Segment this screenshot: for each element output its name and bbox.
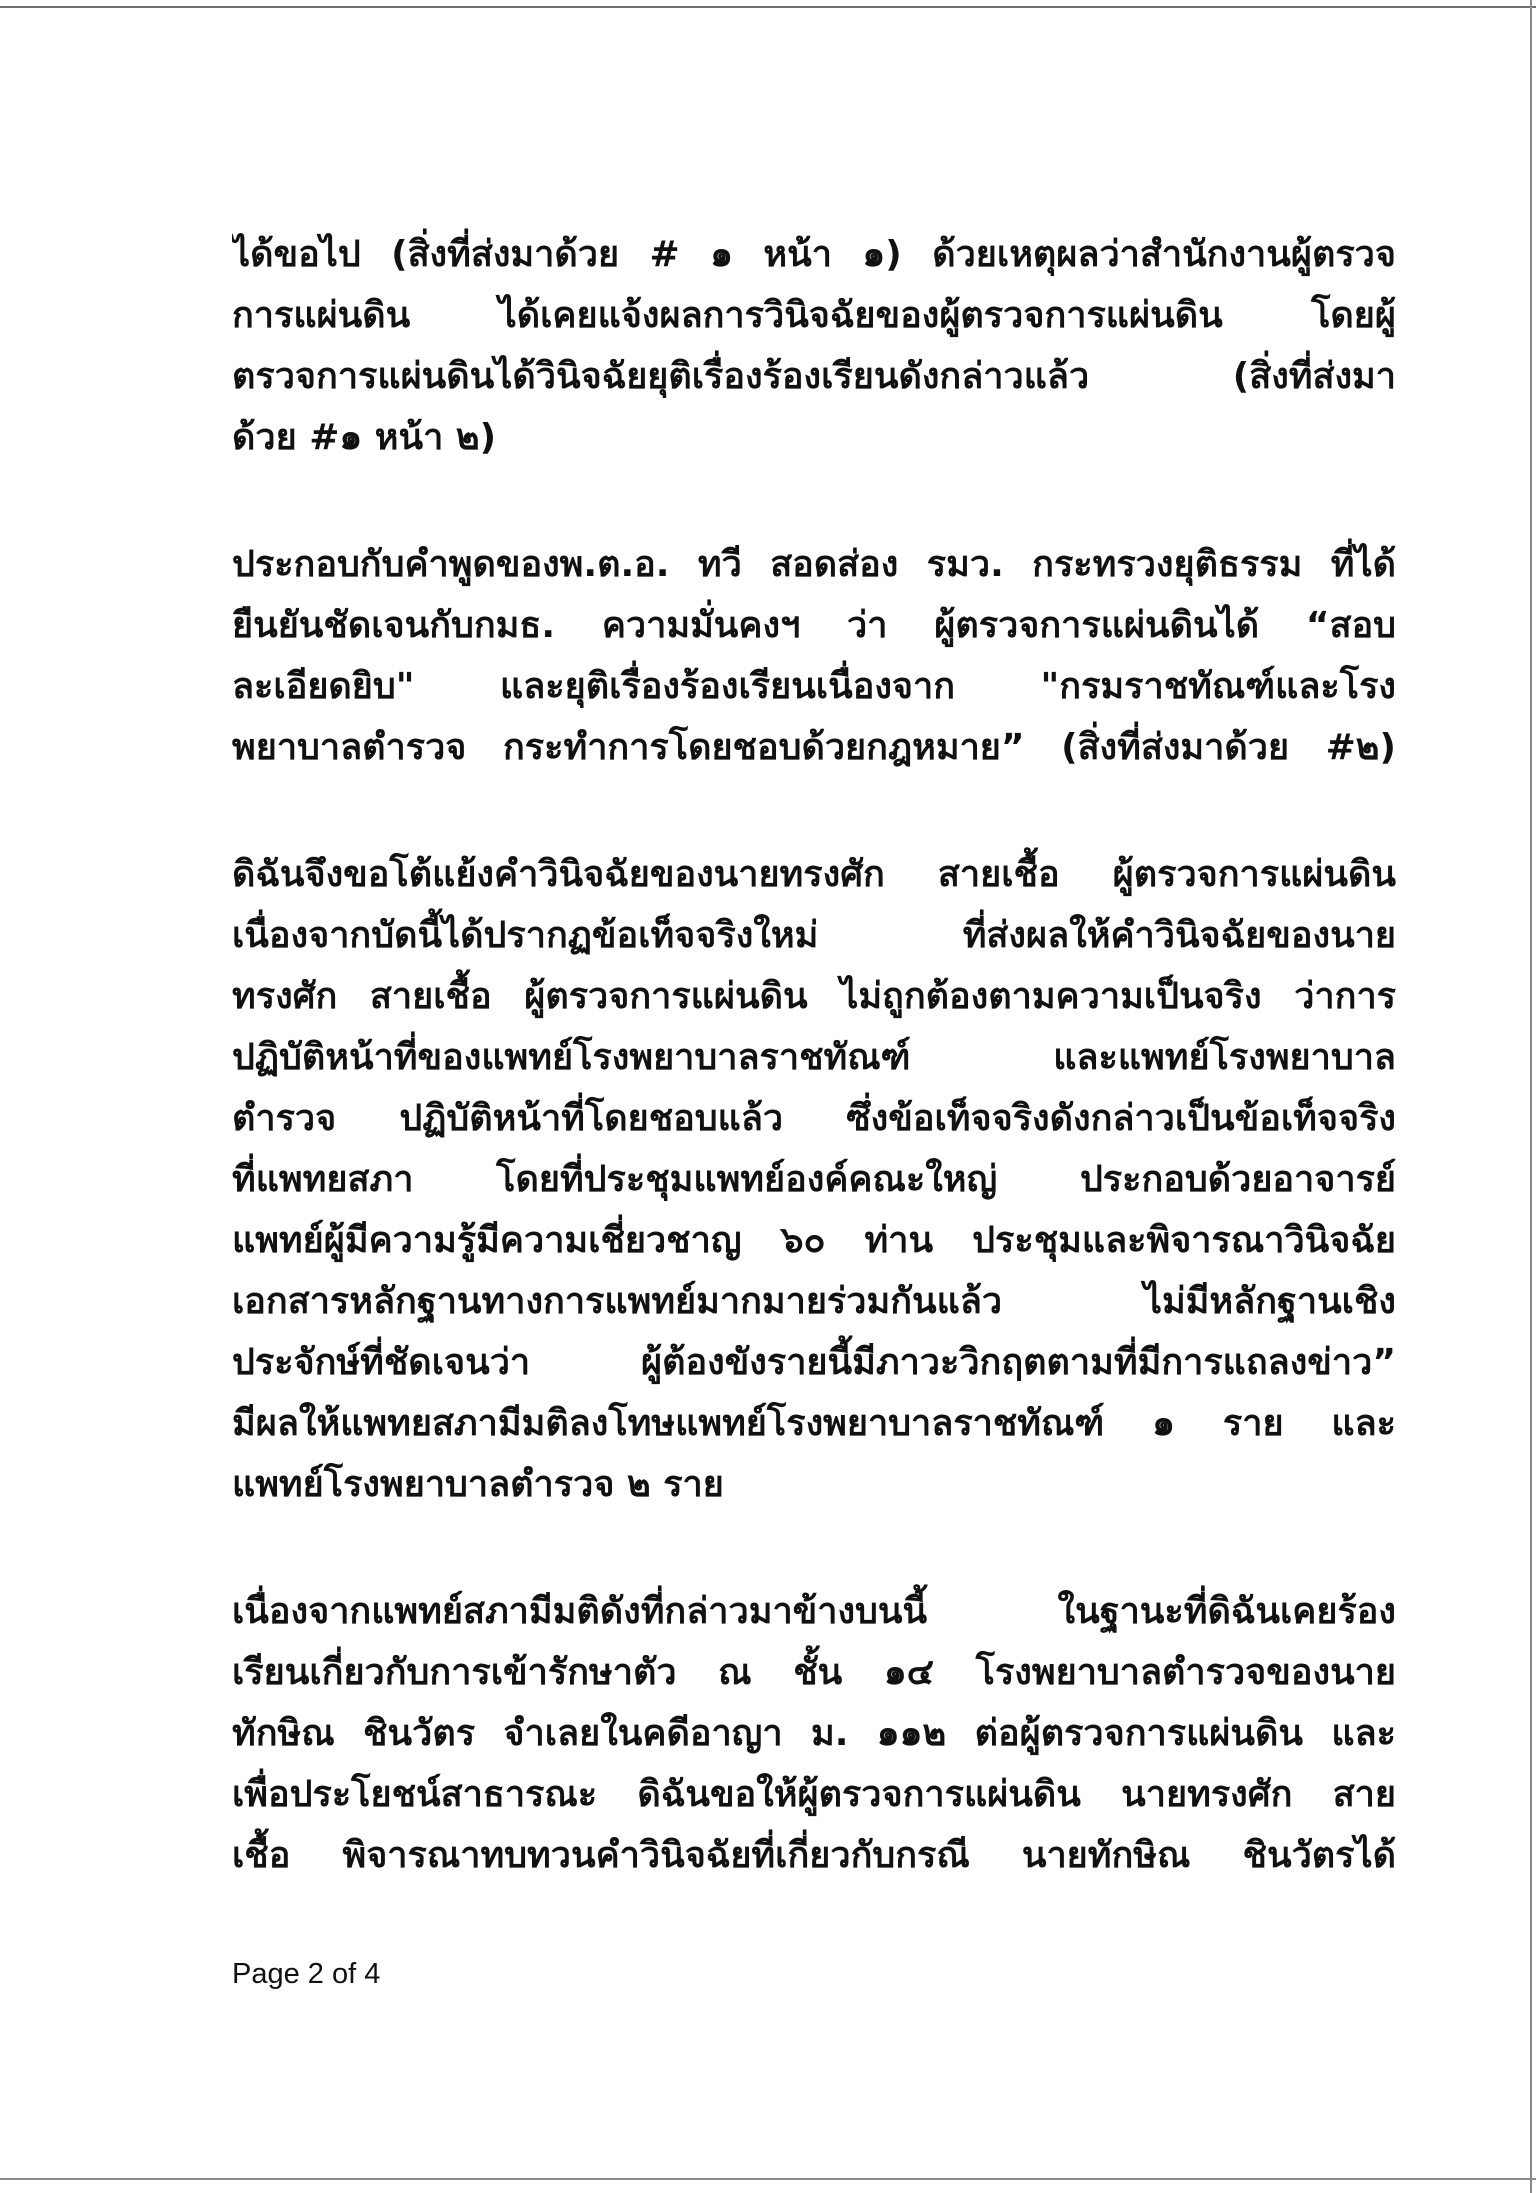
text-line: ได้ขอไป (สิ่งที่ส่งมาด้วย # ๑ หน้า ๑) ด้วยเหตุผลว่าสำนักงานผู้ตรวจ bbox=[232, 234, 1396, 275]
paragraph-4 bbox=[232, 1581, 1396, 1886]
body-text bbox=[232, 224, 1396, 1886]
paragraph-1 bbox=[232, 224, 1396, 468]
text-line: เรียนเกี่ยวกับการเข้ารักษาตัว ณ ชั้น ๑๔ โรงพยาบาลตำรวจของนาย bbox=[232, 1652, 1396, 1693]
text-line: แพทย์ผู้มีความรู้มีความเชี่ยวชาญ ๖๐ ท่าน ประชุมและพิจารณาวินิจฉัย bbox=[232, 1220, 1396, 1261]
page-top-edge bbox=[0, 6, 1536, 8]
text-line: ปฏิบัติหน้าที่ของแพทย์โรงพยาบาลราชทัณฑ์ และแพทย์โรงพยาบาล bbox=[232, 1037, 1396, 1078]
text-line: ดิฉันจึงขอโต้แย้งคำวินิจฉัยของนายทรงศัก สายเชื้อ ผู้ตรวจการแผ่นดิน bbox=[232, 854, 1396, 895]
text-line: ด้วย #๑ หน้า ๒) bbox=[232, 417, 497, 458]
paragraph-3 bbox=[232, 844, 1396, 1515]
page-bottom-edge bbox=[0, 2178, 1536, 2180]
text-line: ประจักษ์ที่ชัดเจนว่า ผู้ต้องขังรายนี้มีภาวะวิกฤตตามที่มีการแถลงข่าว” bbox=[232, 1342, 1396, 1383]
paragraph-gap bbox=[232, 468, 1396, 534]
text-line: แพทย์โรงพยาบาลตำรวจ ๒ ราย bbox=[232, 1464, 724, 1505]
text-line: ยืนยันชัดเจนกับกมธ. ความมั่นคงฯ ว่า ผู้ตรวจการแผ่นดินได้ “สอบ bbox=[232, 605, 1396, 646]
text-line: ทักษิณ ชินวัตร จำเลยในคดีอาญา ม. ๑๑๒ ต่อผู้ตรวจการแผ่นดิน และ bbox=[232, 1713, 1396, 1754]
text-line: เอกสารหลักฐานทางการแพทย์มากมายร่วมกันแล้ว ไม่มีหลักฐานเชิง bbox=[232, 1281, 1396, 1322]
text-line: การแผ่นดิน ได้เคยแจ้งผลการวินิจฉัยของผู้ตรวจการแผ่นดิน โดยผู้ bbox=[232, 295, 1396, 336]
paragraph-gap bbox=[232, 1515, 1396, 1581]
text-line: เนื่องจากแพทย์สภามีมติดังที่กล่าวมาข้างบนนี้ ในฐานะที่ดิฉันเคยร้อง bbox=[232, 1591, 1396, 1632]
text-line: ทรงศัก สายเชื้อ ผู้ตรวจการแผ่นดิน ไม่ถูกต้องตามความเป็นจริง ว่าการ bbox=[232, 976, 1396, 1017]
page-number: Page 2 of 4 bbox=[232, 1958, 381, 1990]
text-line: เพื่อประโยชน์สาธารณะ ดิฉันขอให้ผู้ตรวจการแผ่นดิน นายทรงศัก สาย bbox=[232, 1774, 1396, 1815]
paragraph-gap bbox=[232, 778, 1396, 844]
text-line: ตำรวจ ปฏิบัติหน้าที่โดยชอบแล้ว ซึ่งข้อเท็จจริงดังกล่าวเป็นข้อเท็จจริง bbox=[232, 1098, 1396, 1139]
text-line: ตรวจการแผ่นดินได้วินิจฉัยยุติเรื่องร้องเรียนดังกล่าวแล้ว (สิ่งที่ส่งมา bbox=[232, 356, 1396, 397]
page-right-edge bbox=[1530, 0, 1532, 2193]
text-line: ละเอียดยิบ" และยุติเรื่องร้องเรียนเนื่องจาก "กรมราชทัณฑ์และโรง bbox=[232, 666, 1396, 707]
text-line: เนื่องจากบัดนี้ได้ปรากฏข้อเท็จจริงใหม่ ที่ส่งผลให้คำวินิจฉัยของนาย bbox=[232, 915, 1396, 956]
text-line: พยาบาลตำรวจ กระทำการโดยชอบด้วยกฎหมาย” (สิ่งที่ส่งมาด้วย #๒) bbox=[232, 727, 1396, 768]
text-line: มีผลให้แพทยสภามีมติลงโทษแพทย์โรงพยาบาลราชทัณฑ์ ๑ ราย และ bbox=[232, 1403, 1396, 1444]
paragraph-2 bbox=[232, 534, 1396, 778]
text-line: เชื้อ พิจารณาทบทวนคำวินิจฉัยที่เกี่ยวกับกรณี นายทักษิณ ชินวัตรได้ bbox=[232, 1835, 1396, 1876]
text-line: ที่แพทยสภา โดยที่ประชุมแพทย์องค์คณะใหญ่ ประกอบด้วยอาจารย์ bbox=[232, 1159, 1396, 1200]
text-line: ประกอบกับคำพูดของพ.ต.อ. ทวี สอดส่อง รมว. กระทรวงยุติธรรม ที่ได้ bbox=[232, 544, 1396, 585]
